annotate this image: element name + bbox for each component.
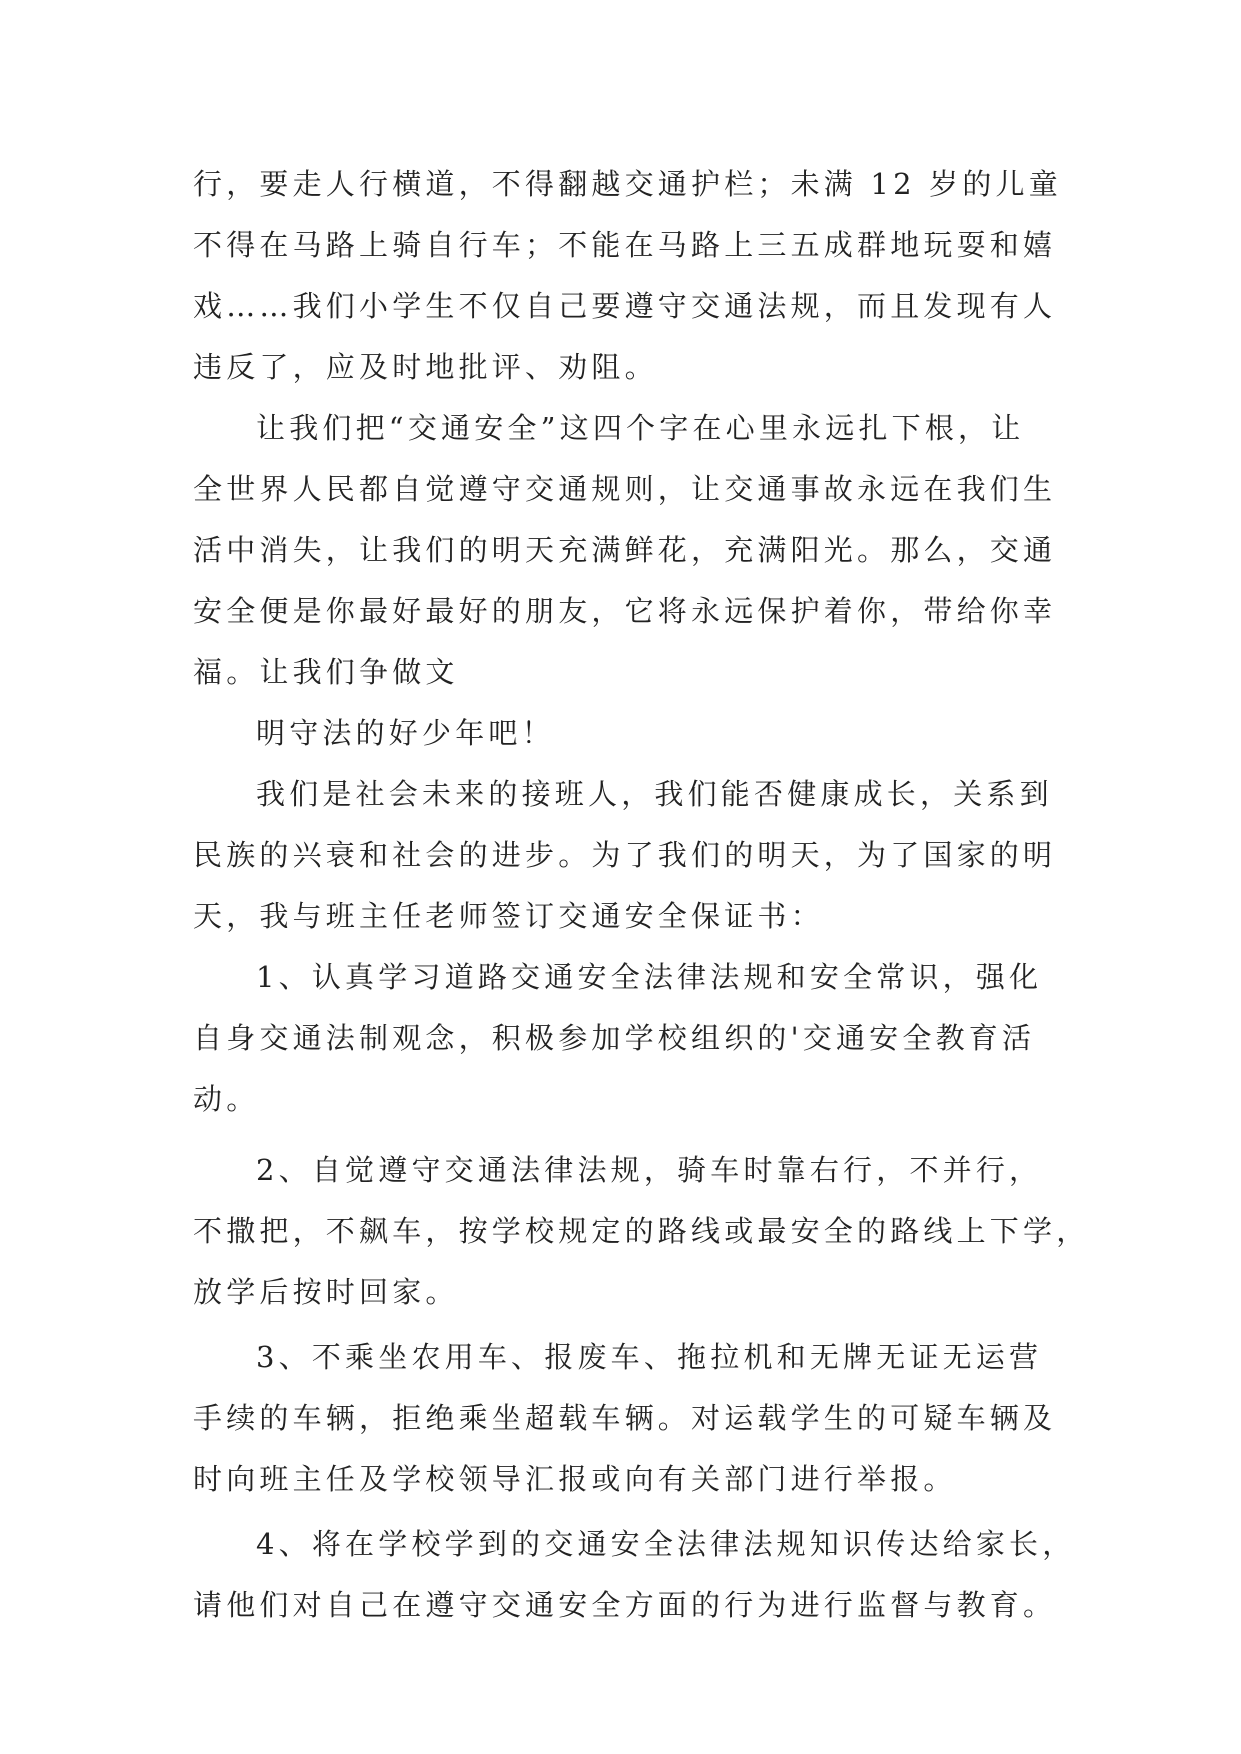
text-line: 不撒把，不飙车，按学校规定的路线或最安全的路线上下学， xyxy=(193,1214,1090,1248)
text-line: 3、不乘坐农用车、报废车、拖拉机和无牌无证无运营 xyxy=(256,1340,1043,1374)
text-line: 戏……我们小学生不仅自己要遵守交通法规，而且发现有人 xyxy=(193,289,1057,323)
text-line: 明守法的好少年吧！ xyxy=(256,716,555,750)
text-line: 动。 xyxy=(193,1082,260,1116)
text-line: 违反了，应及时地批评、劝阻。 xyxy=(193,350,658,384)
text-line: 福。让我们争做文 xyxy=(193,655,459,689)
body-text xyxy=(193,154,1090,1636)
pledge-item-4 xyxy=(193,1514,1076,1636)
text-line: 请他们对自己在遵守交通安全方面的行为进行监督与教育。 xyxy=(193,1588,1057,1622)
text-line: 活中消失，让我们的明天充满鲜花，充满阳光。那么，交通 xyxy=(193,533,1057,567)
paragraph-traffic-safety-roots xyxy=(193,398,1073,703)
text-line: 安全便是你最好最好的朋友，它将永远保护着你，带给你幸 xyxy=(193,594,1057,628)
text-line: 手续的车辆，拒绝乘坐超载车辆。对运载学生的可疑车辆及 xyxy=(193,1401,1057,1435)
paragraph-gap xyxy=(193,1130,1073,1140)
text-line: 全世界人民都自觉遵守交通规则，让交通事故永远在我们生 xyxy=(193,472,1057,506)
text-line: 天，我与班主任老师签订交通安全保证书： xyxy=(193,899,824,933)
paragraph-successors xyxy=(193,764,1073,947)
text-line: 行，要走人行横道，不得翻越交通护栏；未满 12 岁的儿童 xyxy=(193,167,1062,201)
paragraph-pedestrian-rules xyxy=(193,154,1073,398)
text-line: 放学后按时回家。 xyxy=(193,1275,459,1309)
paragraph-good-youth xyxy=(193,703,1073,764)
text-line: 时向班主任及学校领导汇报或向有关部门进行举报。 xyxy=(193,1462,957,1496)
text-line: 2、自觉遵守交通法律法规，骑车时靠右行，不并行， xyxy=(256,1153,1043,1187)
text-line: 我们是社会未来的接班人，我们能否健康成长，关系到 xyxy=(256,777,1053,811)
text-line: 4、将在学校学到的交通安全法律法规知识传达给家长， xyxy=(256,1527,1076,1561)
pledge-item-2 xyxy=(193,1140,1090,1323)
text-line: 不得在马路上骑自行车；不能在马路上三五成群地玩耍和嬉 xyxy=(193,228,1057,262)
text-line: 让我们把“交通安全”这四个字在心里永远扎下根，让 xyxy=(256,411,1025,445)
text-line: 1、认真学习道路交通安全法律法规和安全常识，强化 xyxy=(256,960,1043,994)
pledge-item-3 xyxy=(193,1327,1073,1510)
text-line: 民族的兴衰和社会的进步。为了我们的明天，为了国家的明 xyxy=(193,838,1057,872)
pledge-item-1 xyxy=(193,947,1073,1130)
text-line: 自身交通法制观念，积极参加学校组织的'交通安全教育活 xyxy=(193,1021,1036,1055)
